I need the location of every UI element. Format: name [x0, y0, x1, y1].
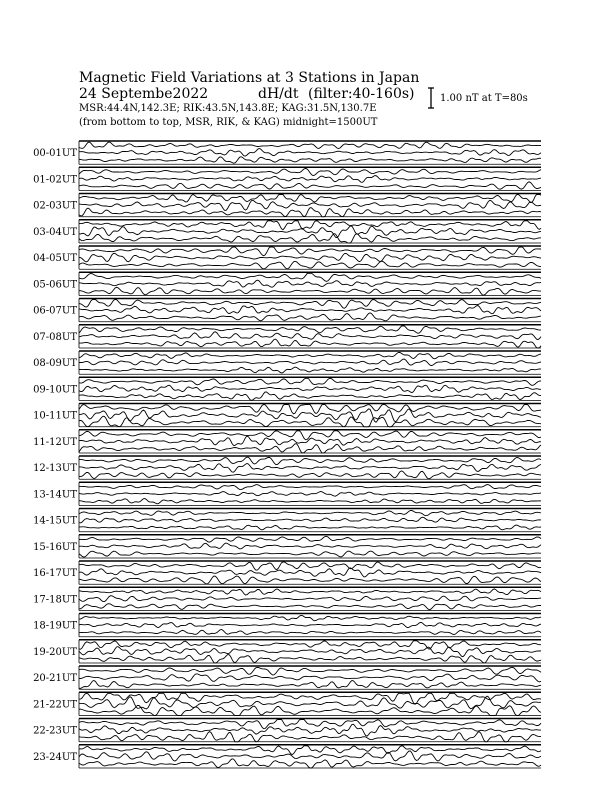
trace-rik: [79, 751, 541, 761]
trace-kag: [79, 405, 541, 414]
hour-row: [33, 587, 541, 610]
trace-rik: [79, 464, 541, 473]
trace-rik: [79, 409, 541, 422]
trace-kag: [79, 457, 541, 465]
trace-msr: [79, 367, 541, 373]
chart-date: 24 Septembe2022: [79, 86, 209, 102]
hour-row: [33, 614, 541, 637]
trace-msr: [79, 392, 541, 400]
trace-msr: [79, 576, 541, 584]
trace-rik: [79, 253, 541, 262]
hour-row-label: 10-11UT: [33, 410, 77, 422]
hour-row-label: 12-13UT: [33, 463, 77, 474]
hour-row: [33, 535, 541, 558]
trace-order-note: (from bottom to top, MSR, RIK, & KAG) midnight=1500UT: [79, 117, 378, 128]
trace-msr: [79, 234, 541, 243]
hour-row: [33, 430, 541, 453]
filter-label: (filter:40-160s): [308, 86, 415, 102]
trace-rik: [79, 517, 541, 523]
hour-row: [33, 246, 541, 269]
hour-row: [33, 719, 541, 742]
scale-bar: [428, 88, 434, 108]
trace-kag: [79, 510, 541, 515]
hour-row-label: 01-02UT: [33, 174, 77, 186]
trace-kag: [79, 667, 541, 675]
trace-msr: [79, 416, 541, 427]
trace-msr: [79, 287, 541, 295]
trace-rik: [79, 280, 541, 287]
hour-row-label: 03-04UT: [33, 226, 77, 238]
trace-msr: [79, 681, 541, 689]
hour-row: [33, 456, 541, 479]
trace-msr: [79, 630, 541, 635]
hour-row: [33, 640, 541, 663]
hour-rows: [33, 141, 541, 768]
hour-row-label: 17-18UT: [33, 594, 77, 606]
trace-kag: [79, 589, 541, 595]
hour-row-label: 06-07UT: [33, 305, 77, 317]
hour-row: [33, 509, 541, 532]
trace-rik: [79, 543, 541, 549]
trace-kag: [79, 562, 541, 570]
trace-msr: [79, 499, 541, 504]
trace-rik: [79, 149, 541, 157]
hour-row-label: 04-05UT: [33, 253, 77, 264]
hour-row-label: 15-16UT: [33, 541, 77, 553]
hour-row-label: 14-15UT: [33, 515, 77, 527]
trace-kag: [79, 326, 541, 334]
hour-row: [33, 404, 541, 427]
component-label: dH/dt: [258, 86, 299, 102]
trace-rik: [79, 359, 541, 366]
hour-row-label: 19-20UT: [33, 646, 77, 658]
hour-row-label: 05-06UT: [33, 279, 77, 291]
trace-kag: [79, 615, 541, 621]
trace-kag: [79, 485, 541, 490]
hour-row-label: 11-12UT: [33, 436, 77, 448]
trace-msr: [79, 655, 541, 663]
trace-rik: [79, 332, 541, 340]
trace-rik: [79, 176, 541, 183]
hour-row: [33, 745, 541, 768]
hour-row-label: 18-19UT: [33, 620, 77, 632]
hour-row-label: 08-09UT: [33, 358, 77, 369]
hour-row-label: 21-22UT: [33, 699, 77, 711]
trace-rik: [79, 696, 541, 709]
hour-row: [33, 167, 541, 190]
hour-row: [33, 325, 541, 348]
hour-row: [33, 272, 541, 295]
trace-rik: [79, 385, 541, 392]
trace-rik: [79, 596, 541, 602]
hour-row-label: 20-21UT: [33, 673, 77, 684]
hour-row: [33, 561, 541, 584]
trace-rik: [79, 647, 541, 657]
trace-rik: [79, 568, 541, 577]
trace-kag: [79, 195, 541, 203]
hour-row-label: 13-14UT: [33, 489, 77, 501]
trace-msr: [79, 471, 541, 479]
trace-kag: [79, 378, 541, 385]
trace-rik: [79, 674, 541, 682]
trace-kag: [79, 693, 541, 704]
trace-msr: [79, 261, 541, 269]
hour-row: [33, 377, 541, 400]
trace-msr: [79, 551, 541, 557]
trace-kag: [79, 221, 541, 230]
hour-row: [33, 220, 541, 243]
trace-msr: [79, 208, 541, 217]
hour-row: [33, 141, 541, 164]
trace-rik: [79, 306, 541, 314]
trace-kag: [79, 352, 541, 358]
hour-row: [33, 351, 541, 374]
chart-title: Magnetic Field Variations at 3 Stations in Japan: [79, 70, 420, 86]
trace-msr: [79, 604, 541, 610]
trace-kag: [79, 720, 541, 729]
trace-msr: [79, 759, 541, 768]
trace-rik: [79, 200, 541, 210]
station-coordinates: MSR:44.4N,142.3E; RIK:43.5N,143.8E; KAG:31.5N,130.7E: [79, 103, 377, 114]
hour-row-label: 23-24UT: [33, 751, 77, 763]
trace-msr: [79, 182, 541, 189]
hour-row-label: 02-03UT: [33, 200, 77, 212]
scale-bar-label: 1.00 nT at T=80s: [440, 93, 528, 104]
trace-rik: [79, 622, 541, 627]
trace-msr: [79, 525, 541, 530]
trace-kag: [79, 641, 541, 650]
trace-rik: [79, 724, 541, 736]
trace-msr: [79, 313, 541, 321]
trace-kag: [79, 536, 541, 542]
trace-msr: [79, 157, 541, 164]
hour-row-label: 16-17UT: [33, 568, 77, 579]
hour-row: [33, 666, 541, 689]
hour-row-label: 09-10UT: [33, 384, 77, 396]
hour-row: [33, 299, 541, 322]
hour-row-label: 22-23UT: [33, 725, 77, 737]
trace-kag: [79, 300, 541, 309]
hour-row-label: 00-01UT: [33, 148, 77, 159]
trace-kag: [79, 142, 541, 149]
trace-msr: [79, 444, 541, 453]
hour-row: [33, 692, 541, 715]
trace-kag: [79, 273, 541, 281]
trace-rik: [79, 492, 541, 497]
trace-rik: [79, 436, 541, 445]
hour-row: [33, 194, 541, 217]
trace-msr: [79, 339, 541, 348]
hour-row: [33, 482, 541, 505]
trace-kag: [79, 168, 541, 175]
hour-row-label: 07-08UT: [33, 331, 77, 343]
